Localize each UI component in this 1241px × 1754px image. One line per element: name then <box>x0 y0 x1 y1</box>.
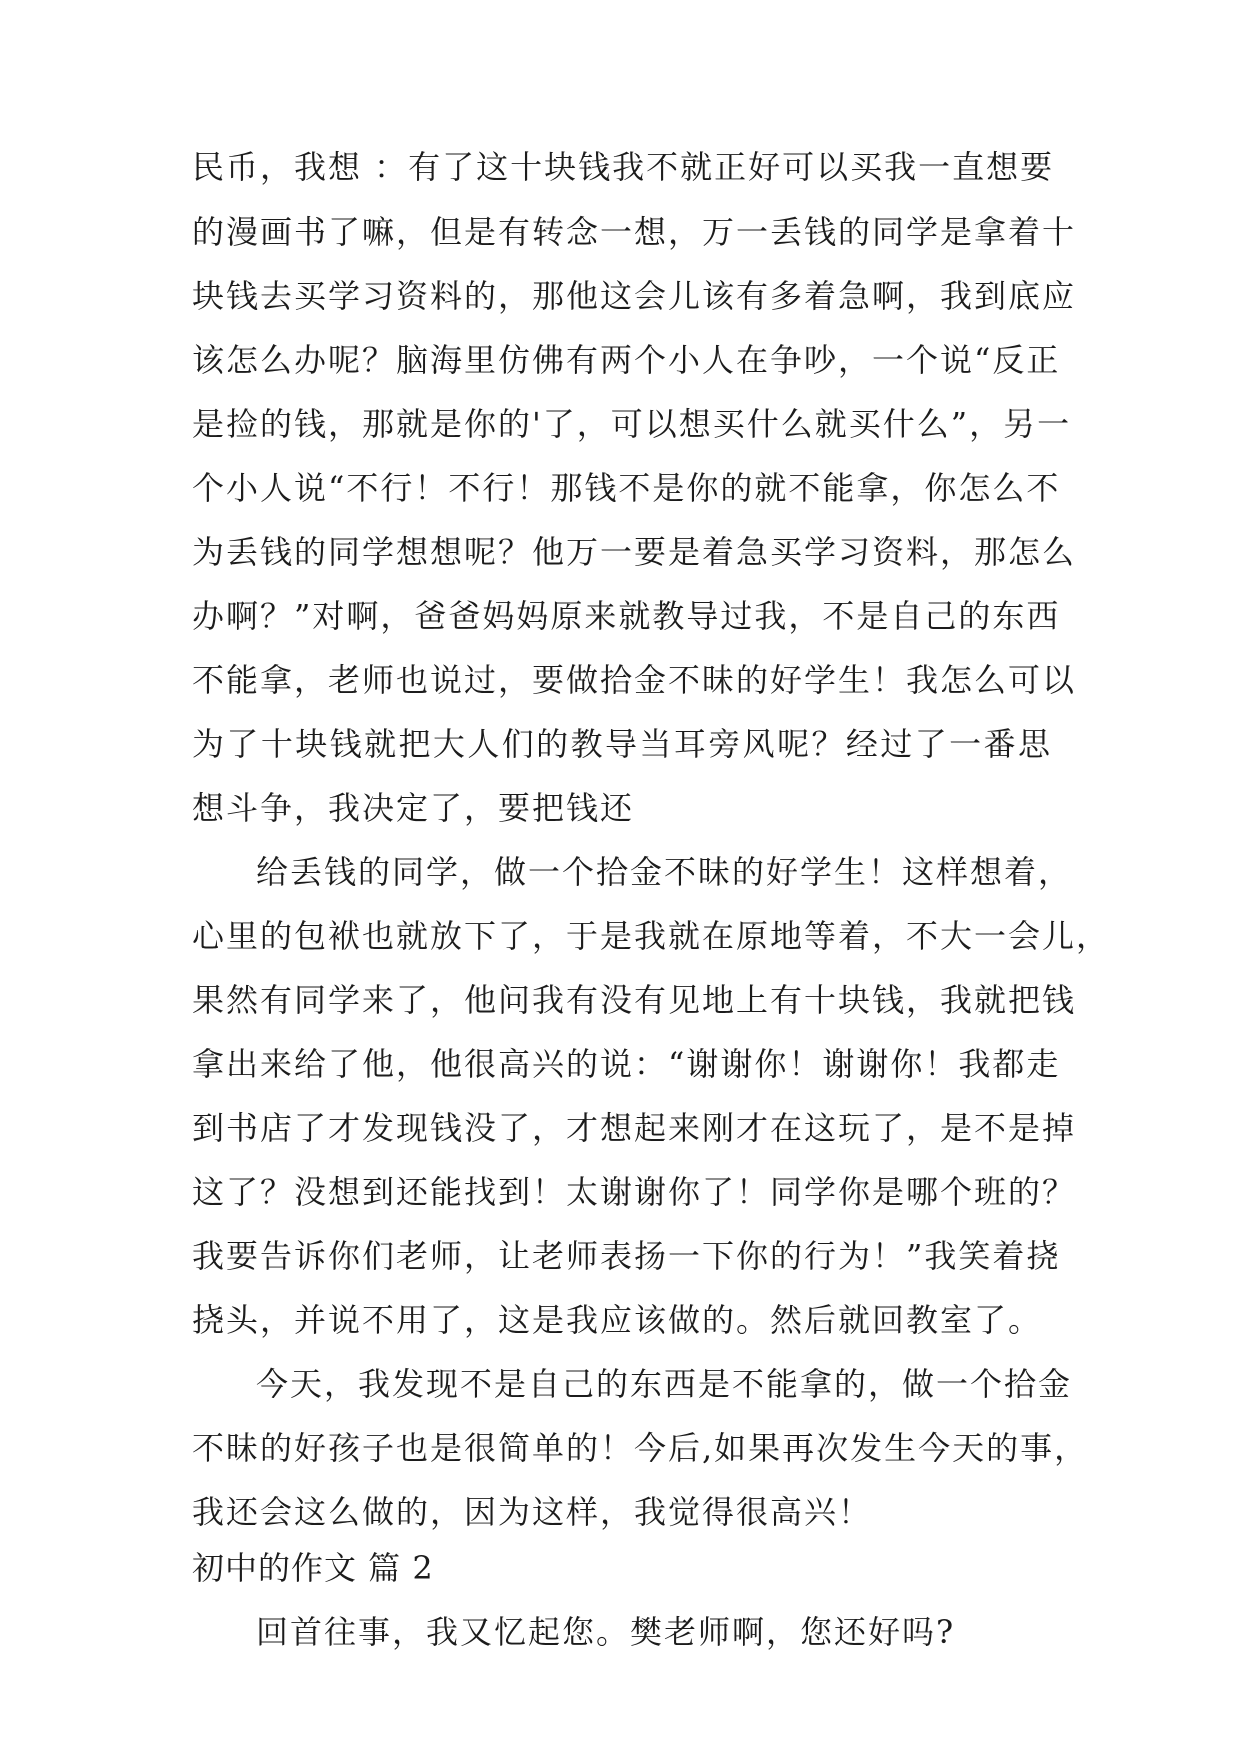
text-line: 该怎么办呢？脑海里仿佛有两个小人在争吵，一个说“反正 <box>192 341 1061 379</box>
section-heading: 初中的作文 篇 2 <box>192 1549 434 1587</box>
text-line: 办啊？”对啊，爸爸妈妈原来就教导过我，不是自己的东西 <box>192 597 1061 635</box>
text-line: 的漫画书了嘛，但是有转念一想，万一丢钱的同学是拿着十 <box>192 213 1077 251</box>
text-line: 为了十块钱就把大人们的教导当耳旁风呢？经过了一番思 <box>192 725 1052 763</box>
text-line: 我还会这么做的，因为这样，我觉得很高兴！ <box>192 1493 873 1531</box>
paragraph-first-line: 给丢钱的同学，做一个拾金不昧的好学生！这样想着， <box>256 853 1073 891</box>
text-line: 这了？没想到还能找到！太谢谢你了！同学你是哪个班的？ <box>192 1173 1077 1211</box>
text-line: 心里的包袱也就放下了，于是我就在原地等着，不大一会儿， <box>192 917 1111 955</box>
text-line: 不能拿，老师也说过，要做拾金不昧的好学生！我怎么可以 <box>192 661 1077 699</box>
text-line: 个小人说“不行！不行！那钱不是你的就不能拿，你怎么不 <box>192 469 1061 507</box>
text-line: 我要告诉你们老师，让老师表扬一下你的行为！”我笑着挠 <box>192 1237 1061 1275</box>
text-line: 不昧的好孩子也是很简单的！今后,如果再次发生今天的事， <box>192 1429 1089 1467</box>
text-line: 想斗争，我决定了，要把钱还 <box>192 789 635 827</box>
paragraph-first-line: 今天，我发现不是自己的东西是不能拿的，做一个拾金 <box>256 1365 1073 1403</box>
paragraph-first-line: 回首往事，我又忆起您。樊老师啊，您还好吗? <box>256 1613 956 1651</box>
text-line: 到书店了才发现钱没了，才想起来刚才在这玩了，是不是掉 <box>192 1109 1077 1147</box>
text-line: 拿出来给了他，他很高兴的说：“谢谢你！谢谢你！我都走 <box>192 1045 1061 1083</box>
text-line: 是捡的钱，那就是你的'了，可以想买什么就买什么”，另一 <box>192 405 1072 443</box>
text-line: 民币，我想 ：有了这十块钱我不就正好可以买我一直想要 <box>192 148 1055 186</box>
text-line: 挠头，并说不用了，这是我应该做的。然后就回教室了。 <box>192 1301 1043 1339</box>
text-line: 果然有同学来了，他问我有没有见地上有十块钱，我就把钱 <box>192 981 1077 1019</box>
text-line: 块钱去买学习资料的，那他这会儿该有多着急啊，我到底应 <box>192 277 1077 315</box>
text-line: 为丢钱的同学想想呢？他万一要是着急买学习资料，那怎么 <box>192 533 1077 571</box>
